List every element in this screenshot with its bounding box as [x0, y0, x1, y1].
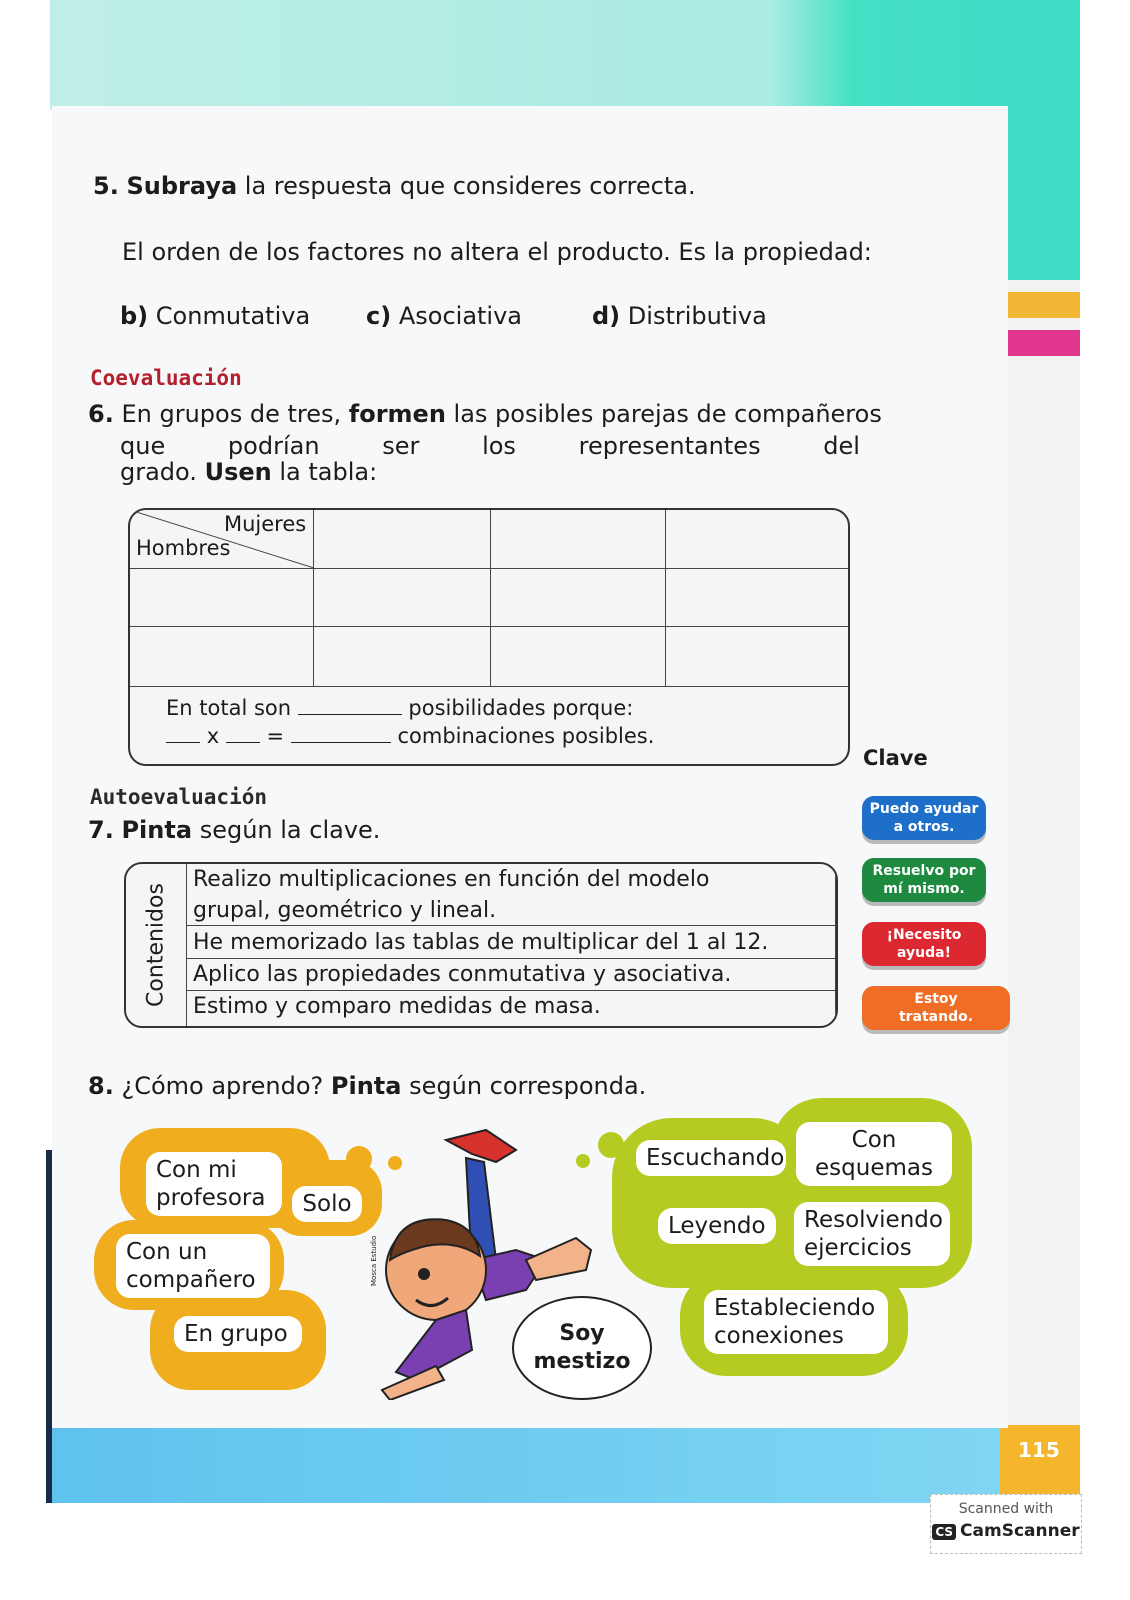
content-row-text: Estimo y comparo medidas de masa.: [193, 994, 601, 1019]
orange-tab: [1008, 292, 1080, 318]
question-5: [93, 172, 696, 200]
speech-bubble: Soy mestizo: [512, 1296, 652, 1400]
q5-text: la respuesta que consideres correcta.: [244, 172, 696, 200]
camscanner-logo-icon: CS: [932, 1524, 956, 1540]
section-coevaluacion: Coevaluación: [90, 366, 242, 390]
blank-total[interactable]: [298, 714, 402, 715]
option-d-label: Distributiva: [627, 302, 767, 330]
blank-result[interactable]: [291, 742, 391, 743]
contents-label: Contenidos: [143, 883, 169, 1007]
option-c-label: Asociativa: [398, 302, 523, 330]
q7-number: 7.: [88, 816, 114, 844]
times-sign: x: [206, 724, 220, 748]
key-puedo-ayudar: Puedo ayudar a otros.: [862, 796, 986, 840]
q5-verb: Subraya: [126, 172, 238, 200]
q6-number: 6.: [88, 400, 114, 428]
option-leyendo[interactable]: Leyendo: [658, 1208, 776, 1244]
q6-word: podrían: [227, 432, 320, 460]
contents-side: [126, 864, 187, 1026]
pink-tab: [1008, 330, 1080, 356]
q8-number: 8.: [88, 1072, 114, 1100]
question-6-line2: [120, 432, 860, 460]
q5-statement: El orden de los factores no altera el producto. Es la propiedad:: [122, 238, 872, 266]
option-d-letter: d): [592, 302, 621, 330]
equals-sign: =: [266, 724, 285, 748]
q7-text: según la clave.: [199, 816, 381, 844]
question-8: [88, 1072, 646, 1100]
formula-line: [166, 724, 654, 748]
question-7: [88, 816, 380, 844]
blank-factor-2[interactable]: [226, 742, 260, 743]
scanner-line1: Scanned with: [958, 1501, 1054, 1517]
page-bottom-band: [46, 1425, 1000, 1503]
option-c[interactable]: [366, 302, 522, 330]
q6-word: que: [120, 432, 166, 460]
pairs-table: [128, 508, 850, 766]
content-row[interactable]: [187, 991, 836, 1026]
clave-title: Clave: [863, 746, 928, 770]
q6-text: grado.: [120, 458, 197, 486]
scanner-brand: CamScanner: [960, 1521, 1080, 1541]
illustration-credit: Mosca Estudio: [370, 1235, 378, 1286]
q8-text-b: según corresponda.: [409, 1072, 647, 1100]
q5-number: 5.: [93, 172, 119, 200]
content-row-text: Aplico las propiedades conmutativa y asociativa.: [193, 962, 732, 987]
content-row[interactable]: [187, 959, 836, 991]
header-mujeres: Mujeres: [224, 512, 307, 536]
key-necesito-ayuda: ¡Necesito ayuda!: [862, 922, 986, 966]
q8-verb: Pinta: [330, 1072, 402, 1100]
thought-dot: [346, 1146, 372, 1172]
formula-text: combinaciones posibles.: [397, 724, 655, 748]
section-autoevaluacion: Autoevaluación: [90, 785, 268, 809]
content-row-text: He memorizado las tablas de multiplicar del 1 al 12.: [193, 930, 769, 955]
option-c-letter: c): [366, 302, 392, 330]
option-b-letter: b): [120, 302, 149, 330]
q6-word: los: [482, 432, 516, 460]
header-hombres: Hombres: [136, 536, 231, 560]
content-row[interactable]: [187, 926, 836, 959]
q6-text-c: las posibles parejas de compañeros: [453, 400, 882, 428]
q6-verb: formen: [348, 400, 446, 428]
option-solo[interactable]: Solo: [292, 1186, 362, 1222]
key-estoy-tratando: Estoy tratando.: [862, 986, 1010, 1030]
thought-dot: [576, 1154, 590, 1168]
total-reason: posibilidades porque:: [408, 696, 634, 720]
page-number: 115: [1018, 1438, 1060, 1462]
option-estableciendo-conexiones[interactable]: Estableciendo conexiones: [704, 1290, 888, 1354]
q8-text-a: ¿Cómo aprendo?: [121, 1072, 324, 1100]
camscanner-watermark: [930, 1494, 1082, 1554]
q6-text: la tabla:: [279, 458, 378, 486]
option-b[interactable]: [120, 302, 310, 330]
key-resuelvo: Resuelvo por mí mismo.: [862, 858, 986, 902]
q6-verb-usen: Usen: [204, 458, 272, 486]
blank-factor-1[interactable]: [166, 742, 200, 743]
option-en-grupo[interactable]: En grupo: [174, 1316, 302, 1352]
question-6-line3: [120, 458, 377, 486]
q6-word: del: [823, 432, 860, 460]
page-edge-right: [1000, 0, 1080, 1500]
q6-text-a: En grupos de tres,: [121, 400, 342, 428]
option-escuchando[interactable]: Escuchando: [636, 1140, 786, 1176]
option-con-esquemas[interactable]: Con esquemas: [796, 1122, 952, 1186]
option-con-mi-profesora[interactable]: Con mi profesora: [146, 1152, 282, 1216]
q6-word: ser: [382, 432, 420, 460]
q7-verb: Pinta: [121, 816, 193, 844]
page-top-background: [50, 0, 1080, 110]
option-d[interactable]: [592, 302, 767, 330]
option-b-label: Conmutativa: [155, 302, 311, 330]
content-row-text: Realizo multiplicaciones en función del modelo grupal, geométrico y lineal.: [193, 867, 710, 923]
option-resolviendo-ejercicios[interactable]: Resolviendo ejercicios: [794, 1202, 950, 1266]
q6-word: representantes: [578, 432, 761, 460]
check-column-divider: [835, 864, 836, 1026]
option-con-un-companero[interactable]: Con un compañero: [116, 1234, 270, 1298]
page-corner: [1000, 1425, 1080, 1503]
question-6-line1: [88, 398, 882, 430]
total-text: En total son: [166, 696, 292, 720]
contents-table: [124, 862, 838, 1028]
scanner-line2: [931, 1521, 1081, 1541]
content-row[interactable]: [187, 864, 836, 926]
total-line: [166, 696, 633, 720]
